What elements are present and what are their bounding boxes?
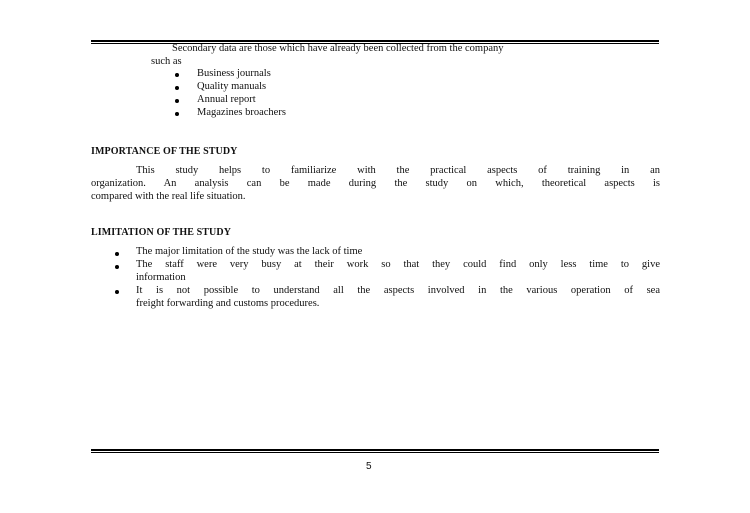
bullet-icon <box>175 112 179 116</box>
importance-line-3: compared with the real life situation. <box>91 191 246 202</box>
limitation-item-2-line-1: The staff were very busy at their work so that they could find only less time to give <box>136 259 660 270</box>
bullet-icon <box>175 99 179 103</box>
bullet-icon <box>175 73 179 77</box>
importance-line-2: organization. An analysis can be made during the study on which, theoretical aspects is <box>91 178 660 189</box>
limitation-item-3-line-1: It is not possible to understand all the aspects involved in the various operation of sea <box>136 285 660 296</box>
secondary-item-2: Quality manuals <box>197 81 267 92</box>
footer-rule <box>91 449 659 453</box>
importance-heading: IMPORTANCE OF THE STUDY <box>91 146 238 157</box>
limitation-item-1-line-1: The major limitation of the study was the lack of time <box>136 246 363 257</box>
secondary-item-4: Magazines broachers <box>197 107 286 118</box>
limitation-item-2-line-2: information <box>136 272 186 283</box>
bullet-icon <box>115 290 119 294</box>
bullet-icon <box>115 252 119 256</box>
importance-line-1: This study helps to familiarize with the practical aspects of training in an <box>136 165 660 176</box>
limitation-heading: LIMITATION OF THE STUDY <box>91 227 232 238</box>
secondary-data-line-1: Secondary data are those which have already been collected from the company <box>172 43 504 54</box>
secondary-data-line-2: such as <box>151 56 182 67</box>
bullet-icon <box>115 265 119 269</box>
page-number: 5 <box>366 461 372 472</box>
secondary-item-3: Annual report <box>197 94 256 105</box>
bullet-icon <box>175 86 179 90</box>
limitation-item-3-line-2: freight forwarding and customs procedures. <box>136 298 320 309</box>
secondary-item-1: Business journals <box>197 68 271 79</box>
